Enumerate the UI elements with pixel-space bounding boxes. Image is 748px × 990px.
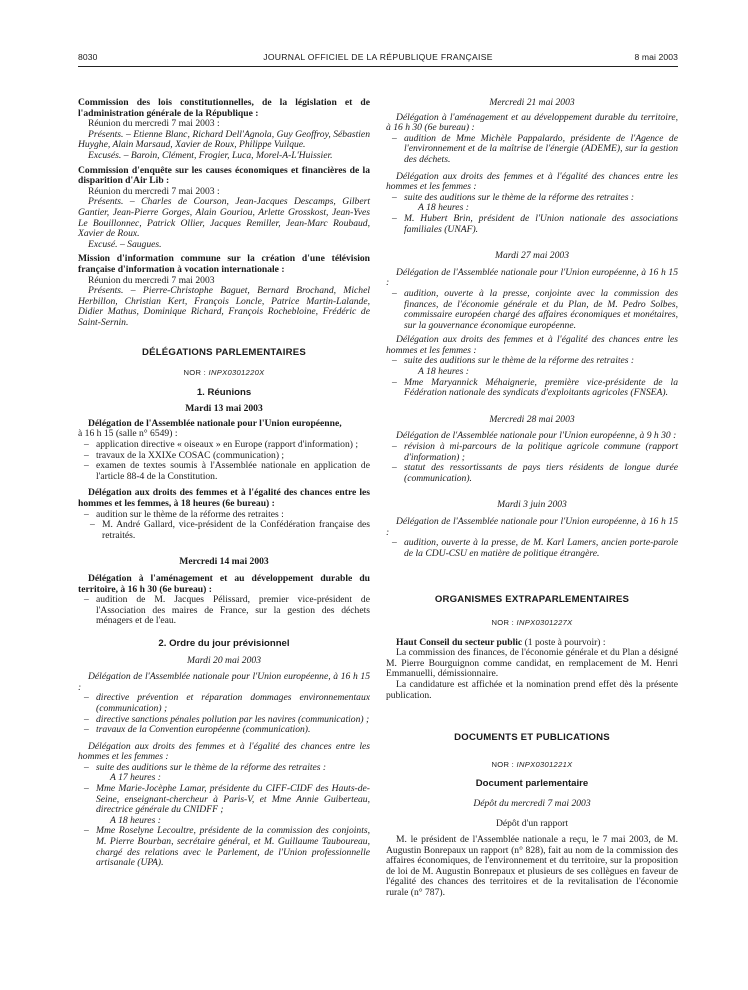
date-mardi-13: Mardi 13 mai 2003 bbox=[185, 403, 263, 415]
commission-lois-title: Commission des lois constitutionnelles, de la législation et de l'administration générale de la République : bbox=[78, 97, 370, 119]
w21-hour-18: A 18 heures : bbox=[418, 202, 469, 214]
m20-ue-title: Délégation de l'Assemblée nationale pour l'Union européenne, à 16 h 15 : bbox=[78, 671, 370, 693]
t27-df-title: Délégation aux droits des femmes et à l'égalité des chances entre les hommes et les femmes : bbox=[386, 334, 678, 356]
commission-lois-present: Présents. – Etienne Blanc, Richard Dell'Agnola, Guy Geoffroy, Sébastien Huyghe, Alain Marsaud, Xavier de Roux, Philippe Vuilque. bbox=[78, 128, 370, 151]
mission-tv-meeting: Réunion du mercredi 7 mai 2003 bbox=[88, 274, 215, 286]
hcsp-paragraph-1: La commission des finances, de l'économie générale et du Plan a désigné M. Pierre Bourguignon comme candidat, en remplacement de M. Henri Emmanuelli, démissionnaire. bbox=[386, 647, 678, 680]
w21-at-title: Délégation à l'aménagement et au développement durable du territoire, à 16 h 30 (6e bureau) : bbox=[386, 111, 678, 134]
commission-lois-meeting: Réunion du mercredi 7 mai 2003 : bbox=[88, 118, 220, 130]
m20-df-item: – suite des auditions sur le thème de la réforme des retraites : bbox=[78, 763, 370, 774]
t27-ue-title: Délégation de l'Assemblée nationale pour l'Union européenne, à 16 h 15 : bbox=[386, 266, 678, 289]
documents-nor bbox=[386, 760, 678, 771]
w21-df-item: – suite des auditions sur le thème de la réforme des retraites : bbox=[386, 193, 678, 204]
documents-heading: DOCUMENTS ET PUBLICATIONS bbox=[454, 732, 610, 744]
journal-title: JOURNAL OFFICIEL DE LA RÉPUBLIQUE FRANÇAISE bbox=[263, 52, 493, 62]
right-column bbox=[386, 98, 678, 899]
delegations-heading: DÉLÉGATIONS PARLEMENTAIRES bbox=[141, 347, 307, 359]
m20-hour-18: A 18 heures : bbox=[110, 814, 161, 826]
m20-ue-item: – directive sanctions pénales pollution par les navires (communication) ; bbox=[78, 715, 370, 726]
organismes-nor bbox=[386, 618, 678, 629]
t3-ue-title: Délégation de l'Assemblée nationale pour l'Union européenne, à 16 h 15 : bbox=[386, 516, 678, 538]
deleg-ue-title: Délégation de l'Assemblée nationale pour l'Union européenne, bbox=[88, 417, 342, 429]
deleg-df-item: – audition sur le thème de la réforme des retraites : bbox=[78, 510, 370, 521]
t27-hour-18: A 18 heures : bbox=[418, 366, 469, 378]
deleg-ue-item: – examen de textes soumis à l'Assemblée nationale en application de l'article 88-4 de la Constitution. bbox=[78, 461, 370, 482]
date-mardi-27: Mardi 27 mai 2003 bbox=[495, 250, 569, 262]
mission-tv-title: Mission d'information commune sur la création d'une télévision française d'information à vocation internationale : bbox=[78, 253, 370, 275]
delegations-nor bbox=[78, 368, 370, 379]
w21-person-1: – M. Hubert Brin, président de l'Union nationale des associations familiales (UNAF). bbox=[386, 214, 678, 235]
rapport-text: M. le président de l'Assemblée nationale a reçu, le 7 mai 2003, de M. Augustin Bonrepaux un rapport (n° 828), fait au nom de la commission des affaires économiques, de l'environnement et du territoire, sur la proposition de loi de M. Augustin Bonrepaux et plusieurs de ses collègues en faveur de l'égalité des chances des territoires et de la revitalisation de l'économie rurale (n° 787). bbox=[386, 834, 678, 899]
date-mardi-20: Mardi 20 mai 2003 bbox=[187, 654, 261, 666]
depot-rapport: Dépôt d'un rapport bbox=[495, 817, 569, 829]
mission-tv-present: Présents. – Pierre-Christophe Baguet, Bernard Brochand, Michel Herbillon, Christian Kert, François Loncle, Patrice Martin-Lalande, Didier Mathus, Dominique Richard, François Rochebloine, Frédéric de Saint-Sernin. bbox=[78, 285, 370, 328]
nor-label: NOR : bbox=[491, 759, 515, 769]
header-rule bbox=[78, 66, 678, 67]
organismes-heading: ORGANISMES EXTRAPARLEMENTAIRES bbox=[434, 594, 630, 606]
t27-ue-item: – audition, ouverte à la presse, conjointe avec la commission des finances, de l'économie générale et du Plan, de M. Pedro Solbes, commissaire européen chargé des affaires économiques et monétaires, sur la gouvernance économique européenne. bbox=[386, 289, 678, 331]
issue-date: 8 mai 2003 bbox=[634, 52, 678, 62]
commission-airlib-title: Commission d'enquête sur les causes économiques et financières de la disparition d'Air Lib : bbox=[78, 164, 370, 187]
m20-ue-item: – directive prévention et réparation dommages environnementaux (communication) ; bbox=[78, 693, 370, 714]
commission-lois-excused: Excusés. – Baroin, Clément, Frogier, Luca, Morel-A-L'Huissier. bbox=[88, 149, 333, 161]
w21-df-title: Délégation aux droits des femmes et à l'égalité des chances entre les hommes et les femmes : bbox=[386, 170, 678, 193]
date-mercredi-21: Mercredi 21 mai 2003 bbox=[489, 97, 575, 108]
deleg-ue-time: à 16 h 15 (salle n° 6549) : bbox=[78, 428, 178, 440]
commission-airlib-present: Présents. – Charles de Courson, Jean-Jacques Descamps, Gilbert Gantier, Jean-Pierre Gorges, Alain Gouriou, Arlette Grosskost, Jean-Yves Le Bouillonnec, Patrick Ollier, Jacques Remiller, Jean-Marc Roubaud, Xavier de Roux. bbox=[78, 196, 370, 240]
nor-label: NOR : bbox=[491, 617, 515, 627]
date-mercredi-14: Mercredi 14 mai 2003 bbox=[179, 556, 269, 568]
document-parlementaire-heading: Document parlementaire bbox=[475, 778, 589, 790]
deleg-ue-item: – application directive « oiseaux » en Europe (rapport d'information) ; bbox=[78, 440, 370, 451]
deleg-df-title: Délégation aux droits des femmes et à l'égalité des chances entre les hommes et les femmes, à 18 heures (6e bureau) : bbox=[78, 487, 370, 509]
w28-item: – statut des ressortissants de pays tiers résidents de longue durée (communication). bbox=[386, 463, 678, 484]
t27-df-item: – suite des auditions sur le thème de la réforme des retraites : bbox=[386, 356, 678, 367]
m20-hour-17: A 17 heures : bbox=[110, 772, 161, 784]
deleg-at-title: Délégation à l'aménagement et au développement durable du territoire, à 16 h 30 (6e bureau) : bbox=[78, 572, 370, 595]
commission-airlib-meeting: Réunion du mercredi 7 mai 2003 : bbox=[88, 185, 220, 197]
hcsp-title: Haut Conseil du secteur public bbox=[396, 636, 523, 648]
nor-value: INPX0301220X bbox=[208, 368, 265, 378]
t27-person-1: – Mme Maryannick Méhaignerie, première vice-présidente de la Fédération nationale des syndicats d'exploitants agricoles (FNSEA). bbox=[386, 378, 678, 399]
w28-item: – révision à mi-parcours de la politique agricole commune (rapport d'information) ; bbox=[386, 442, 678, 463]
m20-df-title: Délégation aux droits des femmes et à l'égalité des chances entre les hommes et les femmes : bbox=[78, 740, 370, 763]
w21-at-item: – audition de Mme Michèle Pappalardo, présidente de l'Agence de l'environnement et de la maîtrise de l'énergie (ADEME), sur la gestion des déchets. bbox=[386, 134, 678, 166]
ordre-du-jour-heading: 2. Ordre du jour prévisionnel bbox=[158, 637, 290, 649]
nor-label: NOR : bbox=[183, 368, 207, 378]
hcsp-posts: (1 poste à pourvoir) : bbox=[522, 636, 606, 648]
deleg-at-item: – audition de M. Jacques Pélissard, premier vice-président de l'Association des maires de France, sur la gestion des déchets ménagers et de l'eau. bbox=[78, 595, 370, 627]
m20-ue-item: – travaux de la Convention européenne (communication). bbox=[78, 725, 370, 736]
nor-value: INPX0301221X bbox=[516, 759, 573, 769]
reunions-heading: 1. Réunions bbox=[196, 386, 252, 398]
deleg-ue-item: – travaux de la XXIXe COSAC (communication) ; bbox=[78, 451, 370, 462]
nor-value: INPX0301227X bbox=[516, 617, 573, 627]
date-mercredi-28: Mercredi 28 mai 2003 bbox=[489, 413, 575, 425]
deleg-df-sub: – M. André Gallard, vice-président de la Confédération française des retraités. bbox=[78, 520, 370, 541]
depot-date: Dépôt du mercredi 7 mai 2003 bbox=[473, 797, 591, 809]
commission-airlib-excused: Excusé. – Saugues. bbox=[88, 238, 162, 250]
left-column bbox=[78, 98, 370, 869]
m20-person-2: – Mme Roselyne Lecoultre, présidente de la commission des conjoints, M. Pierre Bourban, secrétaire général, et M. Guillaume Tauboureau, chargé des relations avec le Parlement, de l'Union professionnelle artisanale (UPA). bbox=[78, 826, 370, 868]
w28-ue-title: Délégation de l'Assemblée nationale pour l'Union européenne, à 9 h 30 : bbox=[396, 430, 677, 442]
hcsp-paragraph-2: La candidature est affichée et la nomination prend effet dès la présente publication. bbox=[386, 678, 678, 701]
page-number: 8030 bbox=[78, 52, 98, 62]
m20-person-1: – Mme Marie-Jocèphe Lamar, présidente du CIFF-CIDF des Hauts-de-Seine, enseignant-chercheur à Paris-V, et Mme Annie Guiberteau, directrice générale du CNIDFF ; bbox=[78, 784, 370, 816]
t3-item: – audition, ouverte à la presse, de M. Karl Lamers, ancien porte-parole de la CDU-CSU en matière de politique étrangère. bbox=[386, 538, 678, 559]
date-mardi-3-juin: Mardi 3 juin 2003 bbox=[497, 499, 567, 511]
